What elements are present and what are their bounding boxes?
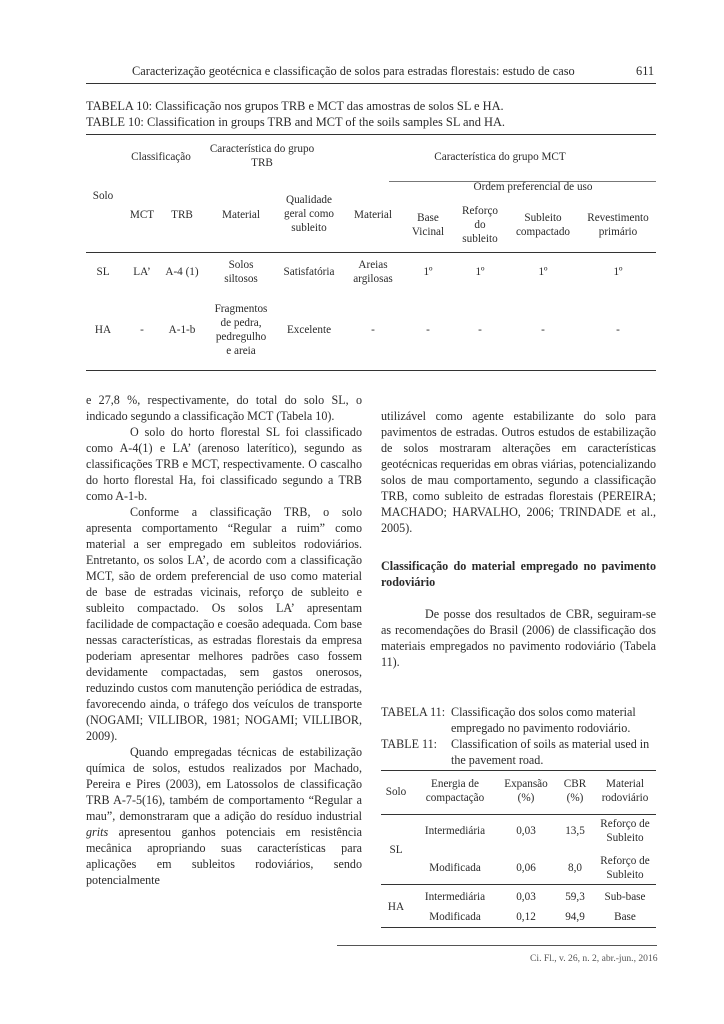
- table10-cell-material-trb: Fragmentos: [214, 303, 268, 315]
- table10-cell-material-trb: de pedra,: [220, 317, 262, 329]
- paragraph: utilizável como agente estabilizante do solo para pavimentos de estradas. Outros estudos de estabilização de solos mostraram alterações em características geotécnicas requeridas em obras viárias, potencializando solos de mau comportamento, segundo a classificação TRB, como subleito de estradas florestais (PEREIRA; MACHADO; HARVALHO, 2006; TRINDADE et al., 2005).: [381, 409, 656, 535]
- table11: [381, 770, 656, 928]
- page-number: 611: [636, 64, 655, 78]
- table11-top-rule: [381, 770, 656, 771]
- table10-header-reforco-2: do: [474, 219, 486, 231]
- emphasis-grits: grits: [86, 825, 109, 839]
- table10-bottom-rule: [86, 370, 656, 371]
- table11-cell-expansao: 0,03: [516, 891, 536, 903]
- table10-cell-revestimento: -: [616, 324, 620, 336]
- table10-header-trb: TRB: [171, 209, 193, 221]
- table11-header-material-1: Material: [606, 778, 644, 790]
- table11-bottom-rule: [381, 927, 656, 928]
- table10-header-qualidade-1: Qualidade: [286, 194, 332, 206]
- table11-cell-solo: SL: [389, 844, 403, 856]
- table10-header-revest-2: primário: [598, 226, 638, 238]
- journal-citation: Ci. Fl., v. 26, n. 2, abr.-jun., 2016: [530, 953, 658, 964]
- table11-caption-en-text: Classification of soils as material used in the pavement road.: [451, 737, 650, 767]
- table10-header-reforco-3: subleito: [462, 233, 498, 245]
- table11-cell-energia: Modificada: [429, 862, 481, 874]
- table10-cell-trb: A-4 (1): [165, 266, 199, 278]
- table10-header-qualidade-2: geral como: [283, 208, 335, 220]
- table10-cell-subleito: -: [541, 324, 545, 336]
- table10-cell-subleito: 1º: [538, 266, 548, 278]
- table10-header-qualidade-3: subleito: [291, 222, 327, 234]
- footer-rule: [337, 945, 657, 946]
- table11-cell-energia: Modificada: [429, 911, 481, 923]
- table10-cell-material-trb: e areia: [226, 345, 256, 357]
- table11-cell-material: Subleito: [606, 832, 644, 844]
- table11-cell-energia: Intermediária: [424, 891, 486, 903]
- table11-header-cbr-1: CBR: [563, 778, 587, 790]
- table10-cell-material-trb: siltosos: [224, 273, 258, 285]
- paragraph: e 27,8 %, respectivamente, do total do solo SL, o indicado segundo a classificação MCT (Tabela 10).: [86, 393, 362, 423]
- table11-cell-cbr: 59,3: [565, 891, 585, 903]
- header-rule: [86, 83, 656, 84]
- table11-cell-cbr: 8,0: [568, 862, 582, 874]
- table11-header-energia-2: compactação: [425, 792, 485, 804]
- table10-header-classificacao: Classificação: [131, 151, 191, 163]
- table11-caption: [381, 704, 657, 768]
- table10-caption-pt: TABELA 10: Classificação nos grupos TRB e MCT das amostras de solos SL e HA.: [86, 99, 504, 113]
- table10-cell-mct: LA’: [133, 266, 151, 278]
- table10-cell-base: -: [426, 324, 430, 336]
- table10-header-revest-1: Revestimento: [587, 212, 649, 224]
- table10-cell-solo: SL: [96, 266, 110, 278]
- table10-header-caract-trb-2: TRB: [251, 157, 273, 169]
- table10-cell-trb: A-1-b: [168, 324, 196, 336]
- table10-cell-material-mct: Areias: [358, 259, 388, 271]
- left-column: [86, 392, 362, 888]
- table11-cell-material: Subleito: [606, 869, 644, 881]
- table11-cell-expansao: 0,03: [516, 825, 536, 837]
- paragraph-text: apresentou ganhos potenciais em resistência mecânica apropriando suas características para aplicações em subleitos rodoviários, sendo potencialmente: [86, 825, 362, 887]
- table11-header-energia-1: Energia de: [431, 778, 479, 790]
- table10-top-rule: [86, 134, 656, 135]
- table11-cell-expansao: 0,06: [516, 862, 536, 874]
- table11-group-rule: [381, 884, 656, 885]
- table10-header-subleito-2: compactado: [515, 226, 571, 238]
- table11-cell-energia: Intermediária: [424, 825, 486, 837]
- table10-cell-solo: HA: [94, 324, 112, 336]
- table10-cell-revestimento: 1º: [613, 266, 623, 278]
- table11-caption-pt-label: TABELA 11:: [381, 705, 446, 719]
- paragraph: De posse dos resultados de CBR, seguiram-se as recomendações do Brasil (2006) de classificação dos materiais empregados no pavimento rodoviário (Tabela 11).: [381, 607, 656, 669]
- table10-header-material-trb: Material: [222, 209, 260, 221]
- table11-header-solo: Solo: [385, 786, 407, 798]
- table10-header-ordem: Ordem preferencial de uso: [473, 181, 593, 193]
- table10-cell-qualidade: Excelente: [286, 324, 332, 336]
- table10-cell-material-mct: argilosas: [353, 273, 393, 285]
- table10-header-solo: Solo: [92, 190, 114, 202]
- table11-caption-en-label: TABLE 11:: [381, 737, 438, 751]
- table11-cell-cbr: 13,5: [565, 825, 585, 837]
- table10-cell-base: 1º: [423, 266, 433, 278]
- table10-header-reforco-1: Reforço: [461, 205, 499, 217]
- table10-cell-material-trb: Solos: [228, 259, 254, 271]
- paragraph: O solo do horto florestal SL foi classificado como A-4(1) e LA’ (arenoso laterítico), segundo as classificações TRB e MCT, respectivamente. O cascalho do horto florestal Ha, foi classificado segundo a TRB como A-1-b.: [86, 425, 362, 503]
- table10-header-subleito-1: Subleito: [524, 212, 562, 224]
- table11-caption-pt-text: Classificação dos solos como material empregado no pavimento rodoviário.: [451, 705, 636, 735]
- paragraph: [86, 744, 362, 888]
- table11-cell-material: Reforço de: [600, 818, 650, 830]
- table10-header-mct: MCT: [129, 209, 155, 221]
- table10-cell-reforco: -: [478, 324, 482, 336]
- table10-cell-reforco: 1º: [475, 266, 485, 278]
- table10-header-rule: [86, 252, 656, 253]
- table10-cell-mct: -: [140, 324, 144, 336]
- table10-cell-material-mct: -: [371, 324, 375, 336]
- table10-header-base-2: Vicinal: [411, 226, 445, 238]
- table10-header-base-1: Base: [417, 212, 439, 224]
- table10: [86, 134, 656, 372]
- table11-cell-cbr: 94,9: [565, 911, 585, 923]
- table11-header-cbr-2: (%): [566, 792, 584, 804]
- table11-header-expansao-2: (%): [517, 792, 535, 804]
- table11-header-expansao-1: Expansão: [504, 778, 548, 790]
- table11-header-rule: [381, 814, 656, 815]
- table10-caption-en: TABLE 10: Classification in groups TRB and MCT of the soils samples SL and HA.: [86, 115, 506, 129]
- table11-cell-solo: HA: [387, 901, 405, 913]
- table11-cell-material: Sub-base: [604, 891, 646, 903]
- section-title: Classificação do material empregado no pavimento rodoviário: [381, 559, 656, 589]
- paragraph: Conforme a classificação TRB, o solo apresenta comportamento “Regular a ruim” como material a ser empregado em subleitos rodoviários. Entretanto, os solos LA’, de acordo com a classificação MCT, são de ordem preferencial de uso como material de base de estradas vicinais, reforço de subleito e subleito compactado. Os solos LA’ apresentam facilidade de compactação e coesão adequada. Com base nessas características, as estradas florestais da empresa poderiam apresentar melhores padrões caso fossem devidamente compactadas, sem gastos onerosos, reduzindo custos com manutenção periódica de estradas, favorecendo ainda, o tráfego dos veículos de transporte (NOGAMI; VILLIBOR, 1981; NOGAMI; VILLIBOR, 2009).: [86, 505, 362, 743]
- table10-header-caract-mct: Característica do grupo MCT: [434, 151, 566, 163]
- table11-header-material-2: rodoviário: [601, 792, 649, 804]
- table11-cell-material: Base: [614, 911, 636, 923]
- table10-cell-qualidade: Satisfatória: [283, 266, 335, 278]
- table10-header-material-mct: Material: [354, 209, 392, 221]
- table10-header-caract-trb-1: Característica do grupo: [209, 143, 315, 155]
- table11-cell-material: Reforço de: [600, 855, 650, 867]
- right-column: [381, 408, 656, 670]
- table10-cell-material-trb: pedregulho: [215, 331, 267, 343]
- running-title: Caracterização geotécnica e classificação de solos para estradas florestais: estudo de caso: [132, 64, 575, 78]
- paragraph-text: Quando empregadas técnicas de estabilização química de solos, estudos realizados por Machado, Pereira e Pires (2003), em Latossolos de classificação TRB A-7-5(16), também de comportamento “Regular a mau”, demonstraram que a adição do resíduo industrial: [86, 745, 362, 823]
- table11-cell-expansao: 0,12: [516, 911, 536, 923]
